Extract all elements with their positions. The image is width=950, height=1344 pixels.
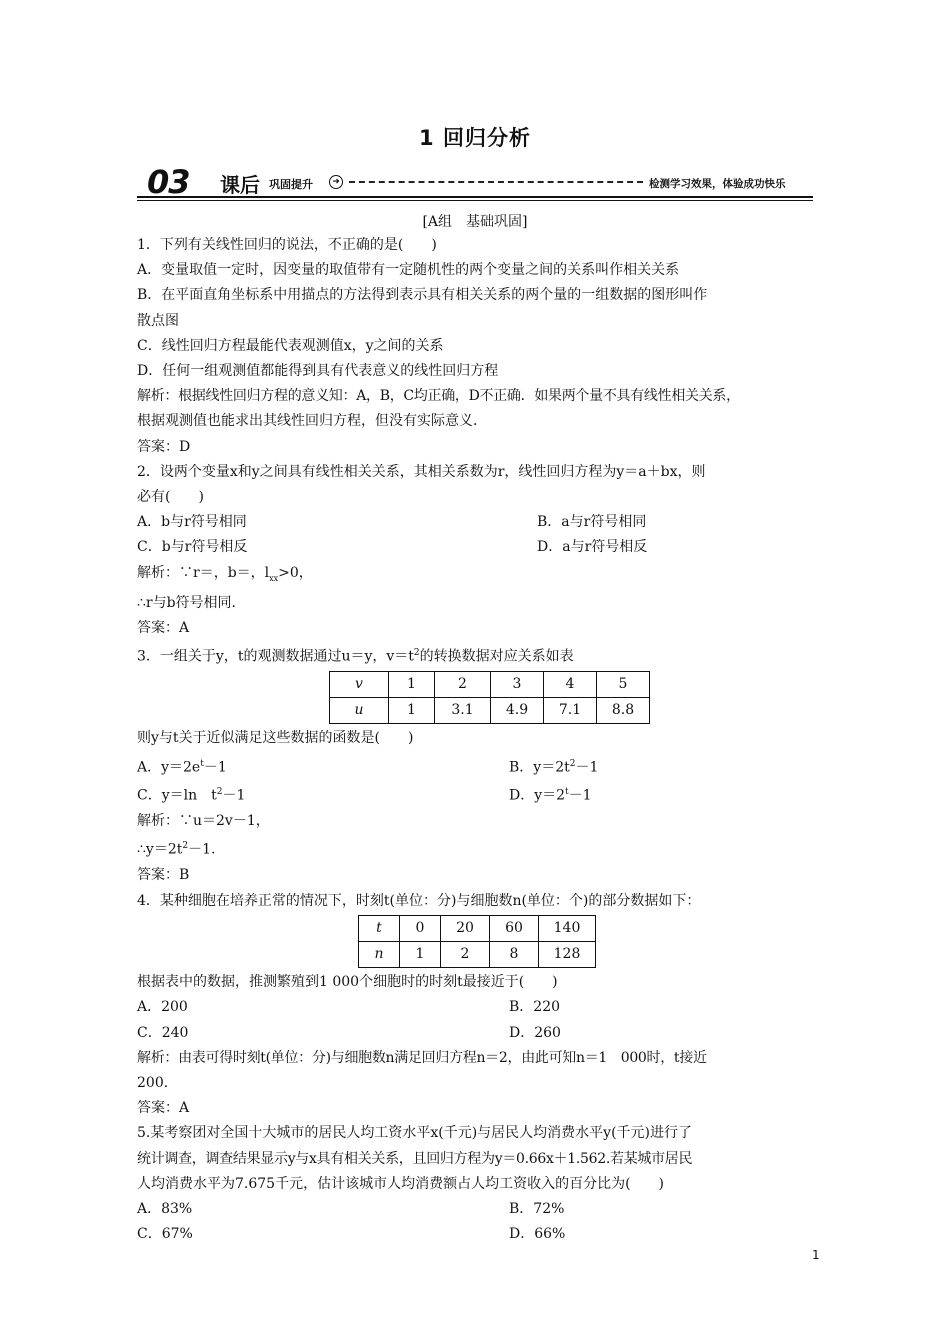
- q1-option-a: A．变量取值一定时，因变量的取值带有一定随机性的两个变量之间的关系叫作相关关系: [137, 262, 680, 279]
- q1-stem: 1．下列有关线性回归的说法，不正确的是( ): [137, 237, 437, 253]
- q2-answer: 答案：A: [137, 619, 190, 636]
- q3-solution-end: －1.: [188, 842, 216, 859]
- q5-options-row1: [137, 1197, 827, 1222]
- q5-option-d: D．66%: [509, 1226, 566, 1243]
- q1-solution: 解析：根据线性回归方程的意义知：A，B，C均正确，D不正确．如果两个量不具有线性相关关系，: [137, 388, 740, 405]
- q3-solution-text: ∴y＝2t: [137, 842, 183, 859]
- q4-stem: 4．某种细胞在培养正常的情况下，时刻t(单位：分)与细胞数n(单位：个)的部分数据如下：: [137, 892, 701, 909]
- table-cell: 2: [435, 671, 491, 697]
- q2-option-b: B．a与r符号相同: [537, 514, 647, 531]
- table-row: [359, 915, 596, 941]
- table-cell: 20: [441, 915, 490, 941]
- q4-option-b: B．220: [509, 999, 561, 1016]
- q2-stem: 2．设两个变量x和y之间具有线性相关关系，其相关系数为r，线性回归方程为y＝a＋bx，则: [137, 463, 706, 480]
- table-cell: 1: [400, 941, 441, 967]
- table-cell: 128: [539, 941, 596, 967]
- section-sublabel: 巩固提升: [269, 178, 313, 191]
- q4-options-row2: [137, 1021, 827, 1046]
- table-cell: 60: [490, 915, 539, 941]
- q3-option-d-end: －1: [568, 788, 592, 805]
- q5-options-row2: [137, 1222, 827, 1247]
- q5-option-b: B．72%: [509, 1200, 565, 1217]
- q3-stem-sup: 2: [413, 648, 420, 659]
- q5-stem: 5.某考察团对全国十大城市的居民人均工资水平x(千元)与居民人均消费水平y(千元)进行了: [137, 1125, 693, 1142]
- table-cell: v: [330, 671, 389, 697]
- section-banner: [137, 163, 813, 203]
- table-row: [359, 941, 596, 967]
- q3-question: 则y与t关于近似满足这些数据的函数是( ): [137, 730, 414, 747]
- q3-option-a-sup: t: [200, 758, 204, 769]
- table-row: [330, 671, 650, 697]
- q2-solution: [137, 561, 827, 591]
- q3-option-d-sup: t: [565, 787, 569, 798]
- q3-stem-text: 3．一组关于y，t的观测数据通过u＝y，v＝t: [137, 648, 414, 665]
- q3-answer: 答案：B: [137, 867, 190, 884]
- q3-stem: [137, 641, 827, 670]
- table-cell: n: [359, 941, 400, 967]
- q3-option-c-end: －1: [222, 788, 246, 805]
- table-cell: 0: [400, 915, 441, 941]
- q2-option-c: C．b与r符号相反: [137, 539, 248, 556]
- table-row: [330, 698, 650, 724]
- table-cell: 140: [539, 915, 596, 941]
- section-number: 03: [147, 163, 190, 201]
- q3-option-d-text: D．y＝2: [509, 788, 566, 805]
- table-cell: 1: [389, 698, 435, 724]
- table-cell: 1: [389, 671, 435, 697]
- banner-rule: [137, 196, 813, 198]
- q3-stem-end: 的转换数据对应关系如表: [419, 648, 574, 665]
- q2-solution-text: 解析：∵r＝，b＝，l: [137, 564, 270, 581]
- q3-option-a-end: －1: [203, 759, 227, 776]
- q4-answer: 答案：A: [137, 1100, 190, 1117]
- q3-option-c: [137, 780, 509, 809]
- q3-solution: 解析：∵u＝2v－1，: [137, 813, 270, 830]
- q3-option-b-text: B．y＝2t: [509, 759, 570, 776]
- q3-options-row1: [137, 752, 827, 781]
- q3-option-c-sup: 2: [216, 787, 223, 798]
- q5-stem-cont2: 人均消费水平为7.675千元，估计该城市人均消费额占人均工资收入的百分比为( ): [137, 1175, 665, 1192]
- q2-options-row2: [137, 535, 827, 560]
- section-slogan: 检测学习效果，体验成功快乐: [649, 178, 786, 190]
- q1-answer: 答案：D: [137, 438, 191, 455]
- q3-solution-sup: 2: [182, 841, 189, 852]
- q1-option-b: B．在平面直角坐标系中用描点的方法得到表示具有相关关系的两个量的一组数据的图形叫作: [137, 287, 708, 304]
- q2-option-d: D．a与r符号相反: [537, 539, 648, 556]
- q3-options-row2: [137, 780, 827, 809]
- q3-option-c-text: C．y＝ln t: [137, 788, 217, 805]
- banner-rule-thin: [137, 200, 813, 201]
- q4-option-d: D．260: [509, 1024, 561, 1041]
- q2-solution-sub: xx: [269, 573, 279, 583]
- q3-option-a-text: A．y＝2e: [137, 759, 201, 776]
- q3-option-d: [509, 780, 592, 809]
- q3-option-b-end: －1: [575, 759, 599, 776]
- q1-option-d: D．任何一组观测值都能得到具有代表意义的线性回归方程: [137, 363, 499, 380]
- table-cell: 7.1: [544, 698, 597, 724]
- table-cell: 4: [544, 671, 597, 697]
- q3-option-b-sup: 2: [569, 758, 576, 769]
- dashed-divider: [349, 181, 643, 183]
- q5-option-c: C．67%: [137, 1226, 193, 1243]
- arrow-icon: ➜: [329, 175, 343, 189]
- q2-stem-cont: 必有( ): [137, 489, 204, 506]
- q4-option-a: A．200: [137, 999, 188, 1016]
- q2-options-row1: [137, 510, 827, 535]
- table-cell: 8: [490, 941, 539, 967]
- table-cell: 8.8: [597, 698, 650, 724]
- q4-solution: 解析：由表可得时刻t(单位：分)与细胞数n满足回归方程n＝2，由此可知n＝1 000时，t接近: [137, 1049, 707, 1066]
- q2-solution-end: >0，: [278, 564, 313, 581]
- table-cell: 5: [597, 671, 650, 697]
- question-list: [137, 233, 827, 1247]
- q1-option-b-cont: 散点图: [137, 312, 179, 329]
- table-cell: 3.1: [435, 698, 491, 724]
- q5-option-a: A．83%: [137, 1200, 193, 1217]
- q4-option-c: C．240: [137, 1024, 189, 1041]
- q3-option-b: [509, 752, 598, 781]
- page-number: 1: [812, 1248, 820, 1262]
- q1-solution-cont: 根据观测值也能求出其线性回归方程，但没有实际意义．: [137, 413, 487, 430]
- table-cell: 4.9: [491, 698, 544, 724]
- q1-option-c: C．线性回归方程最能代表观测值x，y之间的关系: [137, 337, 444, 354]
- table-cell: 3: [491, 671, 544, 697]
- q5-stem-cont: 统计调查，调查结果显示y与x具有相关关系，且回归方程为y＝0.66x＋1.562.若某城市居民: [137, 1150, 693, 1167]
- q4-options-row1: [137, 995, 827, 1020]
- q2-solution-cont: ∴r与b符号相同．: [137, 594, 246, 611]
- q3-table: [329, 671, 650, 724]
- table-cell: u: [330, 698, 389, 724]
- q4-table: [358, 915, 596, 968]
- q4-question: 根据表中的数据，推测繁殖到1 000个细胞时的时刻t最接近于( ): [137, 974, 558, 991]
- q3-solution-cont: [137, 834, 827, 863]
- q3-option-a: [137, 752, 509, 781]
- table-cell: 2: [441, 941, 490, 967]
- q2-option-a: A．b与r符号相同: [137, 514, 247, 531]
- group-heading: [A组 基础巩固]: [422, 214, 528, 230]
- section-label: 课后: [220, 173, 260, 197]
- q4-solution-cont: 200.: [137, 1074, 169, 1091]
- page-title: 1 回归分析: [419, 126, 531, 150]
- table-cell: t: [359, 915, 400, 941]
